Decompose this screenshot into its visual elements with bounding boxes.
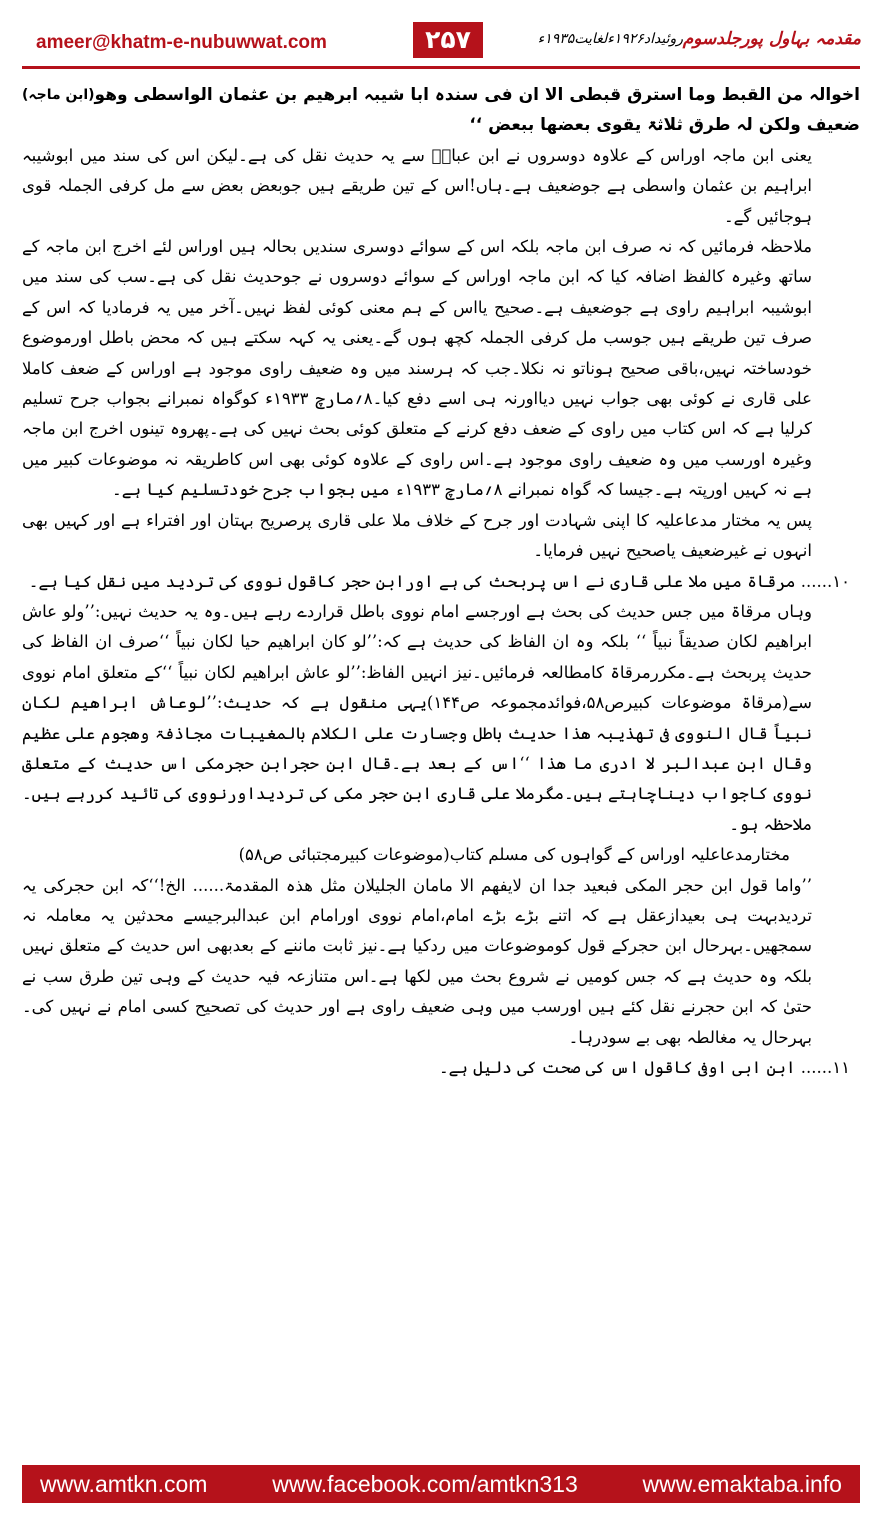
conclusion-paragraph: پس یہ مختار مدعاعلیہ کا اپنی شہادت اور جرح کے خلاف ملا علی قاری پرصریح بہتان اور افتراء ہے اور کہیں بھی انہوں نے غیرضعیف یاصحیح نہیں فرمایا۔: [22, 510, 812, 561]
mirqat-discussion-paragraph: وہاں مرقاۃ میں جس حدیث کی بحث ہے اورجسے امام نووی باطل قراردے رہے ہیں۔وہ یہ حدیث نہیں:’’ولو عاش ابراھیم لکان صدیقاً نبیاً ‘‘ بلکہ وہ ان الفاظ کی حدیث ہے کہ:’’لو کان ابراھیم حیا لکان نبیاً ‘‘صرف ان الفاظ کی حدیث پربحث ہے۔مکررمرقاۃ کامطالعہ فرمائیں۔نیز انہیں الفاظ:’’لو عاش ابراھیم لکان نبیاً ‘‘کے متعلق امام نووی سے(مرقاۃ موضوعات کبیرص۵۸،فوائدمجموعہ ص۱۴۴)یہی منقول ہے کہ حدیث:’’لوعاش ابراھیم لکان نبیاً قال النووی فی تھذیبہ ھذا حدیث باطل وجسارت علی الکلام بالمغیبات مجاذفۃ وھجوم علی عظیم وقال ابن عبدالبر لا ادری ما ھذا ‘‘اس کے بعد ہے۔قال ابن حجرابن حجرمکی اس حدیث کے متعلق نووی کاجواب دیناچاہتے ہیں۔مگرملا علی قاری ابن حجر مکی کی تردیداورنووی کی تائید کررہے ہیں۔ملاحظہ ہو۔: [22, 601, 812, 834]
page-number: ۲۵۷: [413, 22, 483, 58]
arabic-quote-text: اخوالہ من القبط وما استرق قبطی الا ان فی سندہ ابا شیبہ ابرھیم بن عثمان الواسطی وھو ضعیف ولکن لہ طرق ثلاثۃ یقوی بعضھا ببعض ‘‘: [94, 85, 860, 136]
footer-link-emaktaba[interactable]: www.emaktaba.info: [642, 1470, 842, 1497]
header-divider: [22, 66, 860, 69]
book-title: مقدمہ بہاول پورجلدسوم: [682, 29, 861, 49]
email-link[interactable]: ameer@khatm-e-nubuwwat.com: [36, 32, 327, 53]
point-10-heading: ۱۰...... مرقاۃ میں ملا علی قاری نے اس پربحث کی ہے اورابن حجر کاقول نووی کی تردید میں نقل کیا ہے۔: [28, 571, 850, 591]
commentary-paragraph: ملاحظہ فرمائیں کہ نہ صرف ابن ماجہ بلکہ اس کے سوائے دوسری سندیں بحالہ ہیں اوراس لئے اخرج ابن ماجہ کے ساتھ وغیرہ کالفظ اضافہ کیا کہ ابن ماجہ اوراس کے سوائے دوسروں نے جوحدیث نقل کی ہے۔سب کی سند میں ابوشیبہ ابراہیم راوی ہے جوضعیف ہے۔صحیح یااس کے ہم معنی کوئی لفظ نہیں۔آخر میں یہ فرمادیا کہ اس کے صرف تین طریقے ہیں جوسب مل کرفی الجملہ کچھ ہوں گے۔یعنی یہ کہہ سکتے ہیں کہ محض باطل اورموضوع خودساختہ نہیں،باقی صحیح ہوناتو نہ نکلا۔جب کہ ہرسند میں وہ ضعیف راوی موجود ہے اوراس کے ضعف کاملا علی قاری نے کوئی بھی جواب نہیں دیااورنہ ہی اسے دفع کیا۔۸؍مارچ ۱۹۳۳ء کوگواہ نمبرانے بجواب جرح تسلیم کرلیا ہے کہ اس کتاب میں راوی کے ضعف دفع کرنے کے متعلق کوئی بحث نہیں کی ہے۔پھروہ تینوں اخرج ابن ماجہ وغیرہ اورسب میں وہ ضعیف راوی موجود ہے۔اس راوی کے علاوہ کوئی بھی اس کاطریقہ نہ موضوعات کبیر میں ہے نہ کہیں اورپتہ ہے۔جیسا کہ گواہ نمبرانے ۸؍مارچ ۱۹۳۳ء میں بجواب جرح خودتسلیم کیا ہے۔: [22, 237, 812, 500]
point-11-heading: ۱۱...... ابن ابی اوفی کاقول اس کی صحت کی دلیل ہے۔: [438, 1058, 850, 1077]
page-content: [22, 80, 860, 1450]
arabic-quote-paragraph: [22, 80, 860, 141]
ibn-hajar-quote-paragraph: ’’واما قول ابن حجر المکی فبعید جدا ان لایفھم الا مامان الجلیلان مثل ھذہ المقدمۃ...... الخ!‘‘کہ ابن حجرکی یہ تردیدبہت ہی بعیدازعقل ہے کہ اتنے بڑے بڑے امام،امام نووی اورامام ابن عبدالبرجیسے محدثین یہ معاملہ نہ سمجھیں۔بہرحال ابن حجرکے قول کوموضوعات میں ردکیا ہے۔نیز ثابت ماننے کے بعدبھی اس حدیث کے متعلق نہیں بلکہ وہ حدیث ہے کہ جس کومیں نے شروع بحث میں لکھا ہے۔اس متنازعہ فیہ حدیث کے وہی تین طرق سب نے حتیٰ کہ ابن حجرنے نقل کئے ہیں اورسب میں وہی ضعیف راوی ہے اور حدیث کی تصحیح کسی امام نے نہیں کی۔بہرحال یہ مغالطہ بھی بے سودرہا۔: [22, 875, 812, 1047]
translation-paragraph: یعنی ابن ماجہ اوراس کے علاوہ دوسروں نے ابن عباسؓ سے یہ حدیث نقل کی ہے۔لیکن اس کی سند میں ابوشیبہ ابراہیم بن عثمان واسطی ہے جوضعیف ہے۔ہاں!اس کے تین طریقے ہیں جوبعض بعض سے مل کرفی الجملہ قوی ہوجائیں گے۔: [22, 145, 812, 226]
footer-link-facebook[interactable]: www.facebook.com/amtkn313: [272, 1470, 578, 1497]
reference-line: مختارمدعاعلیہ اوراس کے گواہوں کی مسلم کتاب(موضوعات کبیرمجتبائی ص۵۸): [238, 845, 790, 865]
source-citation: (ابن ماجہ): [22, 87, 95, 103]
footer-bar: [22, 1465, 860, 1503]
page-header: [20, 22, 861, 64]
footer-link-amtkn[interactable]: www.amtkn.com: [40, 1470, 208, 1497]
header-subtitle: روئیداد۱۹۲۶ءلغایت۱۹۳۵ء: [537, 31, 683, 47]
